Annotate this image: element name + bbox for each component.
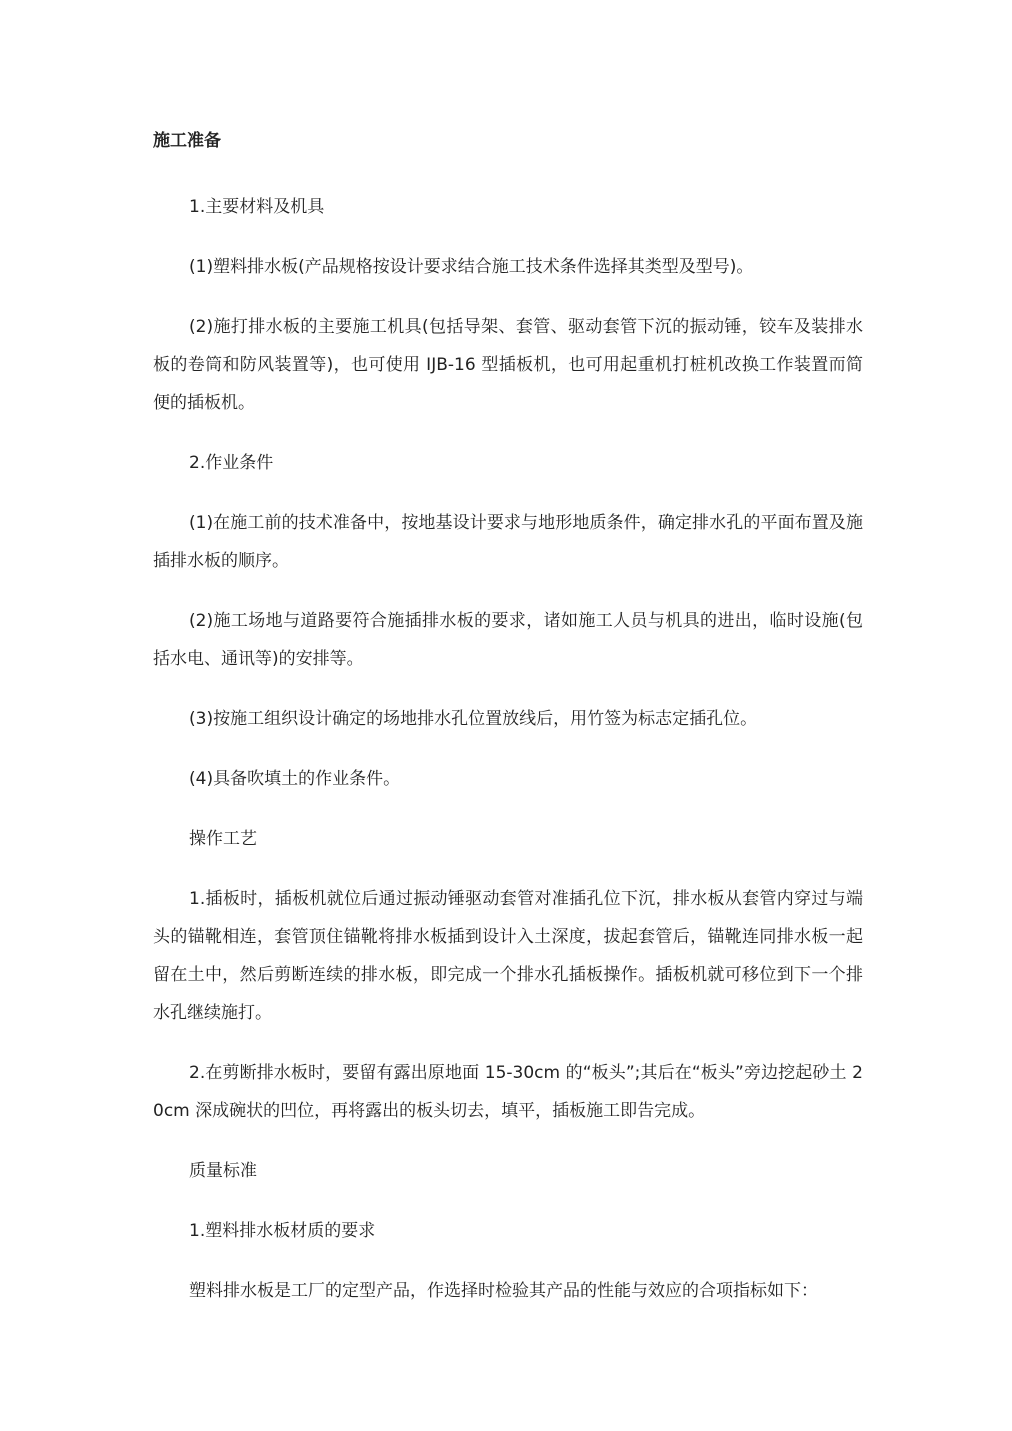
paragraph-9: 操作工艺: [189, 829, 257, 849]
spacer: [153, 286, 863, 308]
spacer: [153, 1130, 863, 1152]
paragraph-7: (3)按施工组织设计确定的场地排水孔位置放线后，用竹签为标志定插孔位。: [189, 709, 758, 729]
spacer: [153, 1250, 863, 1272]
spacer: [153, 226, 863, 248]
paragraph-8: (4)具备吹填土的作业条件。: [189, 769, 401, 789]
spacer: [153, 678, 863, 700]
paragraph-1: 1.主要材料及机具: [189, 197, 325, 217]
spacer: [153, 858, 863, 880]
spacer: [153, 1032, 863, 1054]
paragraph-4: 2.作业条件: [189, 453, 274, 473]
spacer: [153, 154, 863, 188]
document-body: [153, 128, 863, 1310]
paragraph-6: (2)施工场地与道路要符合施插排水板的要求，诸如施工人员与机具的进出，临时设施(包括水电、通讯等)的安排等。: [153, 611, 863, 669]
paragraph-5: (1)在施工前的技术准备中，按地基设计要求与地形地质条件，确定排水孔的平面布置及施插排水板的顺序。: [153, 513, 863, 571]
paragraph-14: 塑料排水板是工厂的定型产品，作选择时检验其产品的性能与效应的合项指标如下：: [189, 1281, 818, 1301]
spacer: [153, 580, 863, 602]
spacer: [153, 738, 863, 760]
paragraph-3: (2)施打排水板的主要施工机具(包括导架、套管、驱动套管下沉的振动锤，铰车及装排水板的卷筒和防风装置等)，也可使用 IJB-16 型插板机，也可用起重机打桩机改换工作装置而简便的插板机。: [153, 317, 863, 413]
paragraph-10: 1.插板时，插板机就位后通过振动锤驱动套管对准插孔位下沉，排水板从套管内穿过与端头的锚靴相连，套管顶住锚靴将排水板插到设计入土深度，拔起套管后，锚靴连同排水板一起留在土中，然后剪断连续的排水板，即完成一个排水孔插板操作。插板机就可移位到下一个排水孔继续施打。: [153, 889, 863, 1023]
paragraph-11: 2.在剪断排水板时，要留有露出原地面 15-30cm 的“板头”;其后在“板头”旁边挖起砂土 20cm 深成碗状的凹位，再将露出的板头切去，填平，插板施工即告完成。: [153, 1063, 863, 1121]
spacer: [153, 422, 863, 444]
paragraph-12: 质量标准: [189, 1161, 257, 1181]
section-title: 施工准备: [153, 131, 221, 151]
paragraph-13: 1.塑料排水板材质的要求: [189, 1221, 376, 1241]
spacer: [153, 798, 863, 820]
paragraph-2: (1)塑料排水板(产品规格按设计要求结合施工技术条件选择其类型及型号)。: [189, 257, 754, 277]
spacer: [153, 482, 863, 504]
spacer: [153, 1190, 863, 1212]
